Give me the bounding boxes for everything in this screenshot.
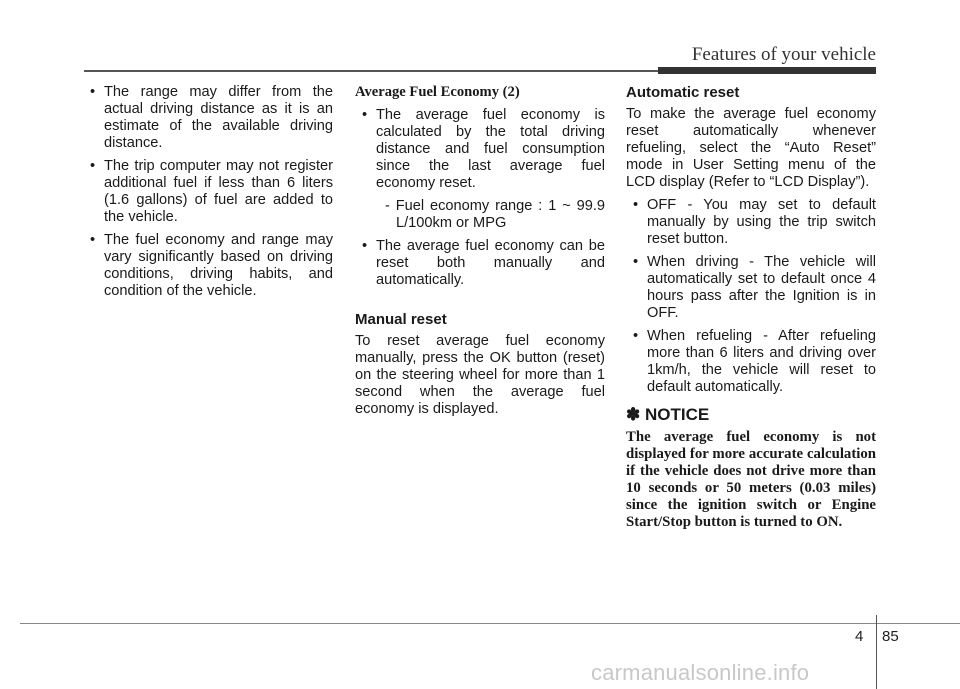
automatic-reset-text: To make the average fuel economy reset automatically whenever refueling, select the “Auto Reset” mode in User Setting menu of the LCD display (Refer to “LCD Display”).: [626, 106, 876, 190]
average-fuel-economy-heading: Average Fuel Economy (2): [355, 84, 520, 100]
column-3: [626, 84, 876, 531]
notice-icon: ✽: [626, 405, 641, 424]
page-number: 85: [882, 628, 899, 645]
manual-reset-heading: Manual reset: [355, 311, 447, 328]
section-title: Features of your vehicle: [691, 44, 876, 65]
list-item: • The fuel economy and range may vary significantly based on driving conditions, driving habits, and condition of the vehicle.: [83, 232, 333, 300]
range-notes-list: [83, 84, 333, 300]
list-item: • When refueling - After refueling more than 6 liters and driving over 1km/h, the vehicle will reset to default automatically.: [626, 328, 876, 396]
average-fuel-economy-list-2: [355, 238, 605, 289]
list-item: • When driving - The vehicle will automatically set to default once 4 hours pass after the Ignition is in OFF.: [626, 254, 876, 322]
fuel-economy-range: - Fuel economy range : 1 ~ 99.9 L/100km or MPG: [385, 198, 605, 231]
list-item: • OFF - You may set to default manually by using the trip switch reset button.: [626, 197, 876, 248]
footer-rule: [20, 623, 960, 624]
watermark: carmanualsonline.info: [591, 660, 810, 685]
automatic-reset-list: [626, 197, 876, 396]
header-rule-accent: [658, 67, 876, 74]
column-2: [355, 84, 605, 424]
list-item: • The trip computer may not register additional fuel if less than 6 liters (1.6 gallons) of fuel are added to the vehicle.: [83, 158, 333, 226]
chapter-number: 4: [855, 628, 864, 645]
list-item: • The range may differ from the actual driving distance as it is an estimate of the available driving distance.: [83, 84, 333, 152]
notice-label: NOTICE: [644, 405, 710, 424]
average-fuel-economy-list: [355, 107, 605, 192]
page-number-divider: [876, 615, 877, 689]
list-item: [355, 107, 605, 192]
list-item: • The average fuel economy can be reset both manually and automatically.: [355, 238, 605, 289]
automatic-reset-heading: Automatic reset: [626, 84, 740, 101]
list-item-text: The average fuel economy is calculated by the total driving distance and fuel consumption since the last average fuel economy reset.: [376, 107, 605, 191]
notice-text: The average fuel economy is not displayed for more accurate calculation if the vehicle does not drive more than 10 seconds or 50 meters (0.03 miles) since the ignition switch or Engine Start/Stop button is turned to ON.: [626, 429, 876, 530]
notice-heading: [626, 406, 876, 423]
manual-reset-text: To reset average fuel economy manually, press the OK button (reset) on the steering wheel for more than 1 second when the average fuel economy is displayed.: [355, 333, 605, 417]
column-1: [83, 84, 333, 306]
